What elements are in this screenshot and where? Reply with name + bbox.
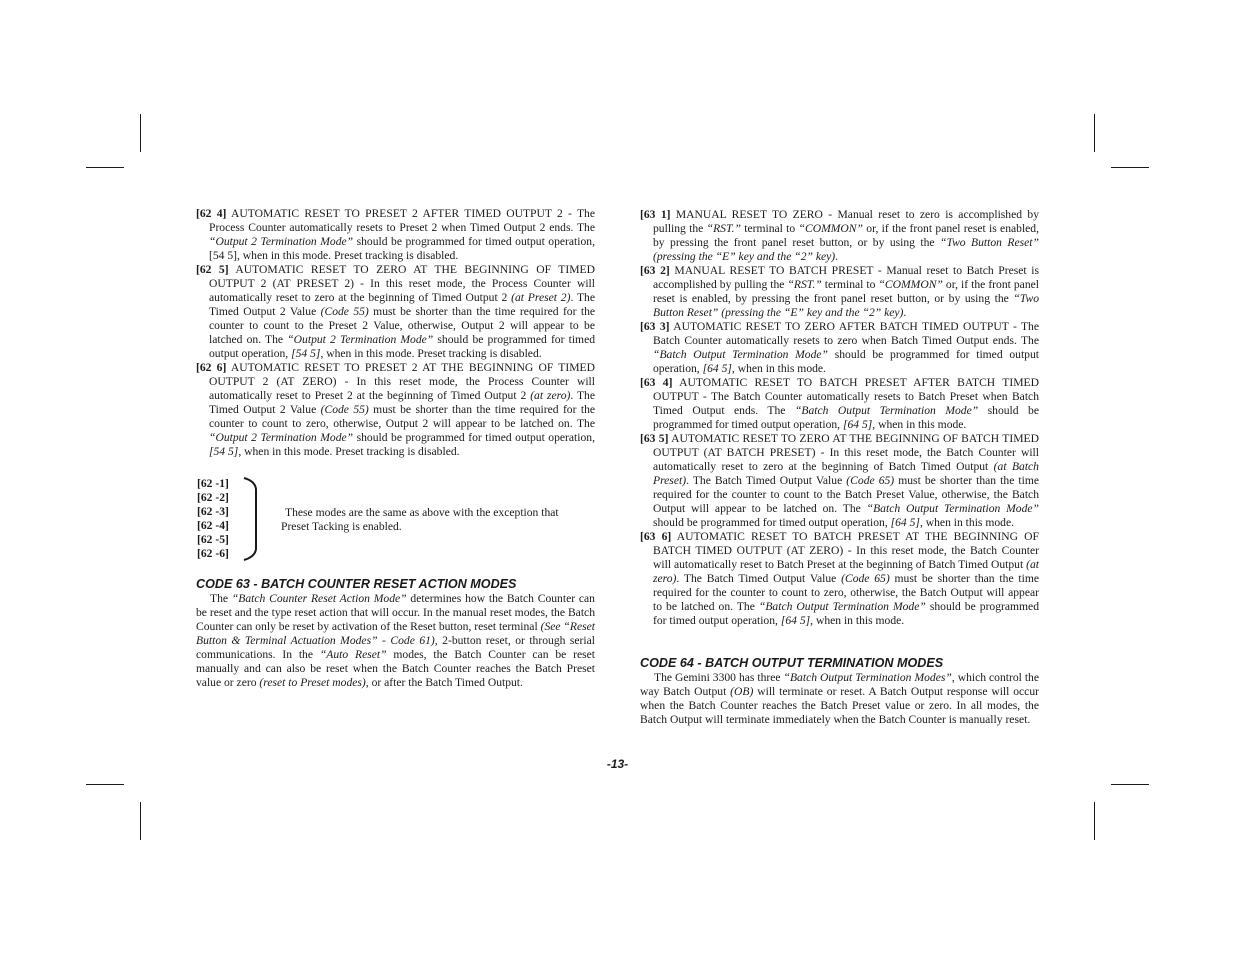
italic-run: [64 5] bbox=[890, 516, 920, 529]
text-run: , when in this mode. Preset tracking is disabled. bbox=[320, 347, 542, 360]
text-run: MANUAL RESET TO BATCH PRESET - Manual reset to Batch Preset is accomplished by pulling the bbox=[653, 264, 1039, 291]
italic-run: “Output 2 Termination Mode” bbox=[209, 235, 354, 248]
text-run: modes, the Batch Counter can be reset manually and can also be reset when the Batch Counter reaches the Batch Preset value or zero bbox=[196, 648, 595, 689]
entry-text bbox=[653, 208, 1039, 263]
entry-code: [63 2] bbox=[640, 264, 670, 277]
text-run: must be shorter than the time required for the counter to count to the Batch Preset Value, otherwise, the Batch Output will appear to be latched on. The bbox=[653, 474, 1040, 515]
text-run: . bbox=[835, 250, 839, 263]
entry-63-6 bbox=[640, 530, 1039, 628]
code-label: [62 -3] bbox=[197, 505, 229, 518]
italic-run: “Batch Output Termination Mode” bbox=[758, 600, 926, 613]
code-label: [62 -1] bbox=[197, 477, 229, 490]
text-run: or, if the front panel reset is enabled, by pressing the front panel reset button, or by using the bbox=[653, 222, 1040, 249]
text-run: MANUAL RESET TO ZERO - Manual reset to zero is accomplished by pulling the bbox=[653, 208, 1040, 235]
italic-run: (at zero) bbox=[653, 558, 1039, 585]
code-label: [62 -2] bbox=[197, 491, 229, 504]
entry-62-5 bbox=[196, 263, 595, 361]
text-run: , when in this mode. bbox=[872, 418, 967, 431]
code63-section bbox=[196, 577, 595, 690]
italic-run: [54 5] bbox=[209, 445, 239, 458]
negative-code-list bbox=[197, 477, 229, 561]
text-run: , when in this mode. bbox=[810, 614, 905, 627]
italic-run: (at zero) bbox=[530, 389, 571, 402]
entry-text bbox=[209, 207, 595, 262]
entry-63-1 bbox=[640, 208, 1039, 264]
crop-mark bbox=[1111, 784, 1149, 785]
text-run: must be shorter than the time required for the counter to count to the Preset 2 Value, otherwise, Output 2 will appear to be latched on. The bbox=[209, 305, 596, 346]
text-run: or, if the front panel reset is enabled, by pressing the front panel reset button, or by using the bbox=[653, 278, 1039, 305]
text-run: AUTOMATIC RESET TO ZERO AT THE BEGINNING OF TIMED OUTPUT 2 (AT PRESET 2) - In this reset mode, the Process Counter will automatically reset to zero at the beginning of Timed Output 2 bbox=[209, 263, 595, 304]
entry-62-6 bbox=[196, 361, 595, 459]
code64-section bbox=[640, 656, 1039, 727]
entry-code: [63 5] bbox=[640, 432, 669, 445]
text-run: AUTOMATIC RESET TO BATCH PRESET AT THE BEGINNING OF BATCH TIMED OUTPUT (AT ZERO) - In this reset mode, the Batch Counter will automatically reset to Batch Preset at the beginning of Batch Timed Output bbox=[653, 530, 1039, 571]
section-heading: CODE 63 - BATCH COUNTER RESET ACTION MODES bbox=[196, 577, 517, 591]
text-run: terminal to bbox=[740, 222, 799, 235]
crop-mark bbox=[140, 802, 141, 840]
italic-run: “Batch Output Termination Mode” bbox=[653, 348, 828, 361]
entry-text bbox=[653, 432, 1039, 529]
italic-run: “Output 2 Termination Mode” bbox=[209, 431, 354, 444]
text-run: , when in this mode. Preset tracking is disabled. bbox=[238, 445, 460, 458]
entry-text bbox=[653, 530, 1039, 627]
entry-code: [63 6] bbox=[640, 530, 672, 543]
entry-63-3 bbox=[640, 320, 1039, 376]
italic-run: [54 5] bbox=[291, 347, 321, 360]
text-run: determines how the Batch Counter can be reset and the type reset action that will occur. In the manual reset modes, the Batch Counter can only be reset by activation of the Reset button, reset terminal bbox=[196, 592, 595, 633]
text-run: AUTOMATIC RESET TO BATCH PRESET AFTER BATCH TIMED OUTPUT - The Batch Counter automatically resets to Batch Preset when Batch Timed Output ends. The bbox=[653, 376, 1039, 417]
text-run: will terminate or reset. A Batch Output response will occur when the Batch Counter reaches the Batch Preset value or zero. In all modes, the Batch Output will terminate immediately when the Batch Counter is manually reset. bbox=[640, 685, 1039, 726]
code-label: [62 -5] bbox=[197, 533, 229, 546]
italic-run: (at Preset 2) bbox=[511, 291, 571, 304]
right-bracket-icon bbox=[243, 477, 259, 561]
italic-run: (OB) bbox=[730, 685, 754, 698]
entry-text bbox=[653, 320, 1039, 375]
italic-run: “Two Button Reset” (pressing the “E” key and the “2” key) bbox=[653, 236, 1039, 263]
text-run: should be programmed for timed output operation, bbox=[653, 516, 891, 529]
entry-63-5 bbox=[640, 432, 1039, 530]
text-run: terminal to bbox=[821, 278, 879, 291]
text-run: . bbox=[903, 306, 907, 319]
text-run: . The Timed Output 2 Value bbox=[209, 291, 595, 318]
crop-mark bbox=[1094, 802, 1095, 840]
text-run: should be programmed for timed output operation, bbox=[653, 600, 1040, 627]
text-run: should be programmed for timed output operation, [54 5], when in this mode. Preset tracking is disabled. bbox=[209, 235, 595, 262]
entry-code: [62 4] bbox=[196, 207, 227, 220]
text-run: AUTOMATIC RESET TO ZERO AFTER BATCH TIMED OUTPUT - The Batch Counter automatically resets to zero when Batch Timed Output ends. The bbox=[653, 320, 1039, 347]
text-run: should be programmed for timed output operation, bbox=[209, 333, 596, 360]
italic-run: “Two Button Reset” (pressing the “E” key and the “2” key) bbox=[653, 292, 1039, 319]
text-run: , 2-button reset, or through serial communications. In the bbox=[196, 634, 595, 661]
entry-code: [63 4] bbox=[640, 376, 673, 389]
code-label: [62 -4] bbox=[197, 519, 229, 532]
text-run: AUTOMATIC RESET TO PRESET 2 AT THE BEGINNING OF TIMED OUTPUT 2 (AT ZERO) - In this reset mode, the Process Counter will automatically reset to Preset 2 at the beginning of Timed Output 2 bbox=[209, 361, 596, 402]
section-heading: CODE 64 - BATCH OUTPUT TERMINATION MODES bbox=[640, 656, 944, 670]
italic-run: (Code 65) bbox=[846, 474, 895, 487]
text-run: , when in this mode. bbox=[731, 362, 826, 375]
italic-run: (at Batch Preset) bbox=[653, 460, 1039, 487]
text-run: . The Timed Output 2 Value bbox=[209, 389, 595, 416]
italic-run: “Batch Counter Reset Action Mode” bbox=[231, 592, 407, 605]
section-paragraph bbox=[640, 671, 1039, 727]
italic-run: (Code 65) bbox=[841, 572, 890, 585]
crop-mark bbox=[1111, 167, 1149, 168]
text-run: AUTOMATIC RESET TO ZERO AT THE BEGINNING OF BATCH TIMED OUTPUT (AT BATCH PRESET) - In this reset mode, the Batch Counter will automatically reset to zero at the beginning of Batch Timed Output bbox=[653, 432, 1039, 473]
left-column bbox=[196, 207, 595, 459]
text-run: should be programmed for timed output operation, bbox=[653, 404, 1039, 431]
text-run: The bbox=[210, 592, 232, 605]
italic-run: “Batch Output Termination Mode” bbox=[794, 404, 979, 417]
italic-run: [64 5] bbox=[842, 418, 873, 431]
text-run: . The Batch Timed Output Value bbox=[676, 572, 842, 585]
entry-63-4 bbox=[640, 376, 1039, 432]
text-run: The Gemini 3300 has three bbox=[654, 671, 784, 684]
crop-mark bbox=[86, 167, 124, 168]
negative-codes-note: These modes are the same as above with the exception that Preset Tacking is enabled. bbox=[281, 506, 559, 533]
crop-mark bbox=[140, 114, 141, 152]
entry-text bbox=[653, 376, 1039, 431]
entry-code: [63 1] bbox=[640, 208, 671, 221]
code-label: [62 -6] bbox=[197, 547, 229, 560]
italic-run: “Output 2 Termination Mode” bbox=[287, 333, 434, 346]
entry-63-2 bbox=[640, 264, 1039, 320]
text-run: , when in this mode. bbox=[919, 516, 1014, 529]
entry-text bbox=[653, 264, 1039, 319]
entry-62-4 bbox=[196, 207, 595, 263]
text-run: should be programmed for timed output operation, bbox=[653, 348, 1039, 375]
italic-run: (Code 55) bbox=[320, 305, 369, 318]
crop-mark bbox=[1094, 114, 1095, 152]
section-paragraph bbox=[196, 592, 595, 690]
italic-run: “COMMON” bbox=[798, 222, 863, 235]
text-run: should be programmed for timed output operation, bbox=[353, 431, 595, 444]
italic-run: “RST.” bbox=[787, 278, 822, 291]
text-run: must be shorter than the time required for the counter to count to zero, otherwise, Output 2 will appear to be latched on. The bbox=[209, 403, 596, 430]
italic-run: “Batch Output Termination Mode” bbox=[866, 502, 1039, 515]
text-run: . The Batch Timed Output Value bbox=[686, 474, 847, 487]
text-run: AUTOMATIC RESET TO PRESET 2 AFTER TIMED OUTPUT 2 - The Process Counter automatically resets to Preset 2 when Timed Output 2 ends. The bbox=[209, 207, 596, 234]
italic-run: “Batch Output Termination Modes” bbox=[783, 671, 952, 684]
right-column bbox=[640, 208, 1039, 628]
crop-mark bbox=[86, 784, 124, 785]
italic-run: [64 5] bbox=[780, 614, 811, 627]
italic-run: “Auto Reset” bbox=[319, 648, 387, 661]
italic-run: “COMMON” bbox=[878, 278, 943, 291]
entry-code: [62 6] bbox=[196, 361, 227, 374]
italic-run: (reset to Preset modes) bbox=[259, 676, 366, 689]
italic-run: [64 5] bbox=[702, 362, 732, 375]
text-run: , which control the way Batch Output bbox=[640, 671, 1039, 698]
entry-text bbox=[209, 361, 595, 458]
italic-run: “RST.” bbox=[706, 222, 741, 235]
italic-run: (Code 55) bbox=[320, 403, 369, 416]
page-number: -13- bbox=[606, 757, 629, 771]
entry-code: [62 5] bbox=[196, 263, 229, 276]
entry-code: [63 3] bbox=[640, 320, 670, 333]
entry-text bbox=[209, 263, 595, 360]
text-run: must be shorter than the time required for the counter to count to zero, otherwise, the Batch Output will appear to be latched on. The bbox=[653, 572, 1040, 613]
text-run: , or after the Batch Timed Output. bbox=[365, 676, 523, 689]
italic-run: (See “Reset Button & Terminal Actuation Modes” - Code 61) bbox=[196, 620, 595, 647]
